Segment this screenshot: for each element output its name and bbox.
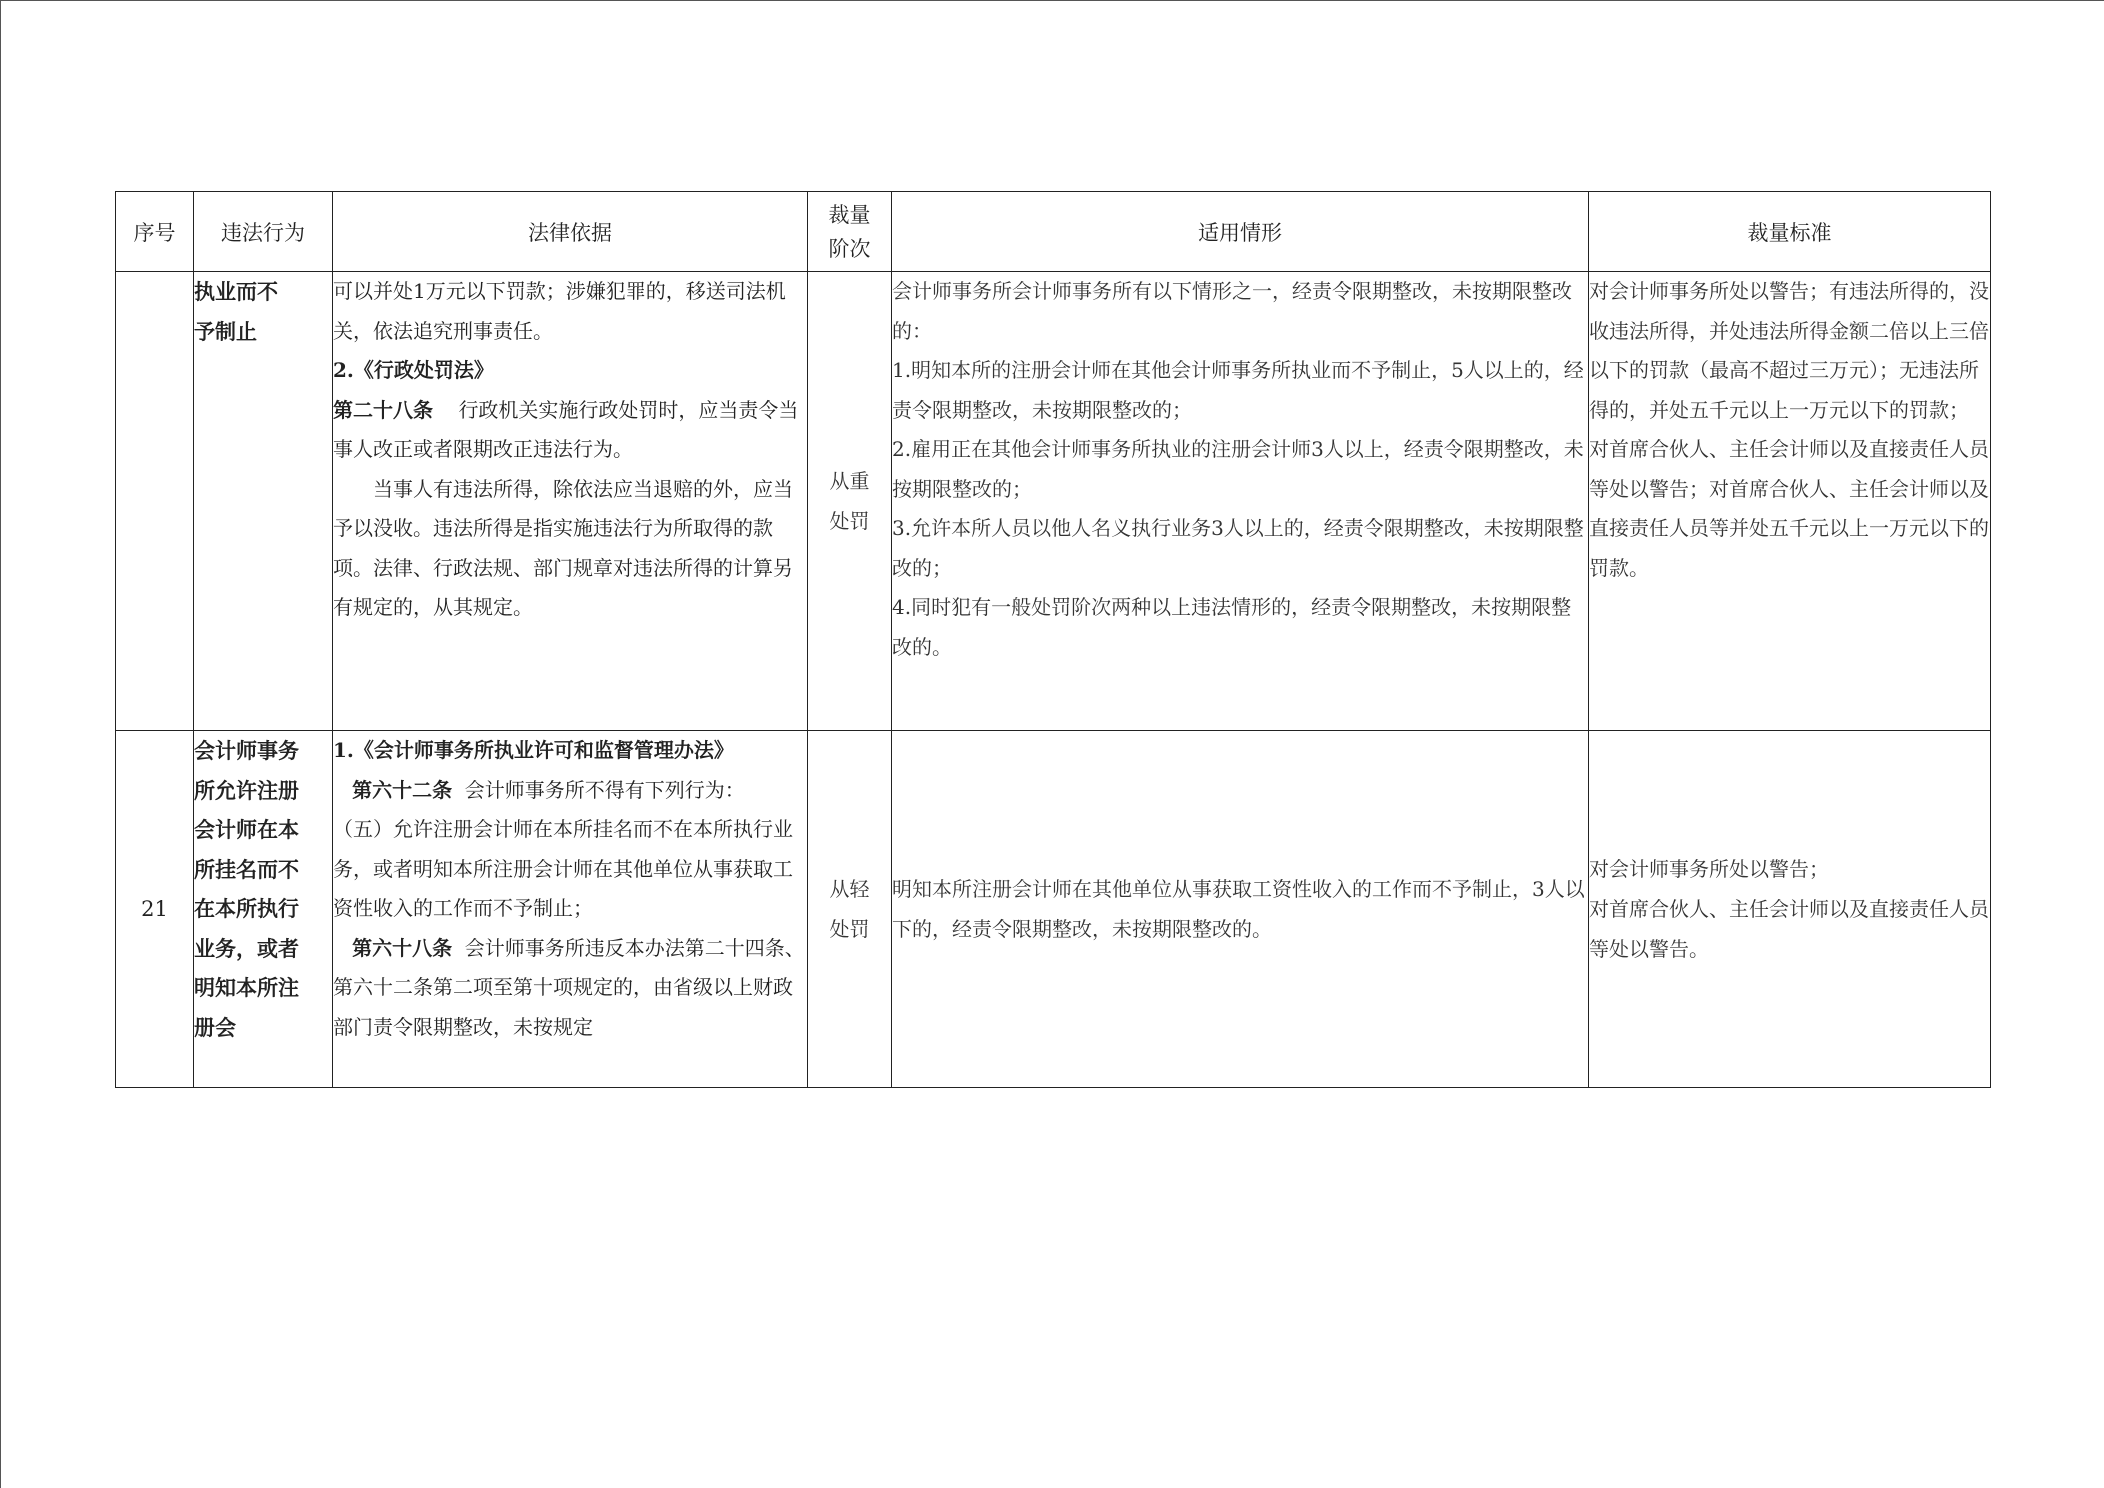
row1-law-title-text: 2.《行政处罚法》	[333, 358, 494, 382]
row2-standard-firm: 对会计师事务所处以警告；	[1589, 857, 1829, 881]
row1-situation-item-1: 1.明知本所的注册会计师在其他会计师事务所执业而不予制止，5人以上的，经责令限期整改，未按期限整改的；	[892, 358, 1584, 422]
header-situation: 适用情形	[892, 192, 1589, 272]
header-level-text: 裁量阶次	[828, 202, 871, 261]
table-row	[116, 731, 1991, 1088]
row1-violation-text: 执业而不予制止	[194, 279, 278, 344]
row2-law-title	[333, 731, 807, 771]
header-seq: 序号	[116, 192, 194, 272]
table-row	[116, 272, 1991, 731]
row1-law-paragraph: 当事人有违法所得，除依法应当退赔的外，应当予以没收。违法所得是指实施违法行为所取得的款项。法律、行政法规、部门规章对违法所得的计算另有规定的，从其规定。	[333, 476, 793, 619]
row2-law-article-68-body: 会计师事务所违反本办法第二十四条、第六十二条第二项至第十项规定的，由省级以上财政部门责令限期整改，未按规定	[333, 935, 805, 1039]
row2-standard	[1589, 731, 1991, 1088]
row2-violation	[194, 731, 333, 1088]
row1-law-article-head: 第二十八条	[333, 397, 433, 422]
row1-standard-persons: 对首席合伙人、主任会计师以及直接责任人员等处以警告；对首席合伙人、主任会计师以及直接责任人员等并处五千元以上一万元以下的罚款。	[1589, 437, 1989, 580]
discretion-standards-table	[115, 191, 1991, 1088]
row2-law-title-text: 1.《会计师事务所执业许可和监督管理办法》	[333, 738, 734, 762]
row1-law-continued: 可以并处1万元以下罚款；涉嫌犯罪的，移送司法机关，依法追究刑事责任。	[333, 279, 786, 343]
row1-violation	[194, 272, 333, 731]
row1-legal-basis	[333, 272, 808, 731]
row1-standard	[1589, 272, 1991, 731]
row1-standard-firm: 对会计师事务所处以警告；有违法所得的，没收违法所得，并处违法所得金额二倍以上三倍以下的罚款（最高不超过三万元）；无违法所得的，并处五千元以上一万元以下的罚款；	[1589, 279, 1989, 422]
row1-situation-item-3: 3.允许本所人员以他人名义执行业务3人以上的，经责令限期整改，未按期限整改的；	[892, 516, 1584, 580]
row2-law-article-62-head: 第六十二条	[352, 777, 453, 802]
header-law: 法律依据	[333, 192, 808, 272]
row1-law-article	[333, 391, 807, 470]
row1-situation-intro: 会计师事务所会计师事务所有以下情形之一，经责令限期整改，未按期限整改的：	[892, 279, 1572, 343]
row2-law-article-68	[333, 929, 807, 1048]
row2-violation-text: 会计师事务所允许注册会计师在本所挂名而不在本所执行业务，或者明知本所注册会	[194, 738, 299, 1040]
row2-law-article-62-body: 会计师事务所不得有下列行为：	[464, 777, 745, 802]
row2-law-item-5: （五）允许注册会计师在本所挂名而不在本所执行业务，或者明知本所注册会计师在其他单位从事获取工资性收入的工作而不予制止；	[333, 817, 793, 920]
row1-level-text: 从重处罚	[829, 469, 870, 533]
row2-level	[808, 731, 892, 1088]
header-act: 违法行为	[194, 192, 333, 272]
header-standard: 裁量标准	[1589, 192, 1991, 272]
row2-situation: 明知本所注册会计师在其他单位从事获取工资性收入的工作而不予制止，3人以下的，经责令限期整改，未按期限整改的。	[892, 731, 1589, 1088]
row1-law-article-body: 行政机关实施行政处罚时，应当责令当事人改正或者限期改正违法行为。	[333, 397, 799, 461]
table-header-row	[116, 192, 1991, 272]
row2-law-article-62	[333, 771, 807, 811]
row2-law-article-68-head: 第六十八条	[352, 935, 453, 960]
row2-legal-basis	[333, 731, 808, 1088]
row2-standard-persons: 对首席合伙人、主任会计师以及直接责任人员等处以警告。	[1589, 897, 1989, 961]
header-level	[808, 192, 892, 272]
row1-law-title	[333, 351, 807, 391]
row1-level	[808, 272, 892, 731]
row1-situation-item-2: 2.雇用正在其他会计师事务所执业的注册会计师3人以上，经责令限期整改，未按期限整改的；	[892, 437, 1584, 501]
row1-situation	[892, 272, 1589, 731]
row1-seq	[116, 272, 194, 731]
row2-level-text: 从轻处罚	[829, 877, 870, 941]
row2-seq: 21	[116, 731, 194, 1088]
row1-situation-item-4: 4.同时犯有一般处罚阶次两种以上违法情形的，经责令限期整改，未按期限整改的。	[892, 595, 1572, 659]
